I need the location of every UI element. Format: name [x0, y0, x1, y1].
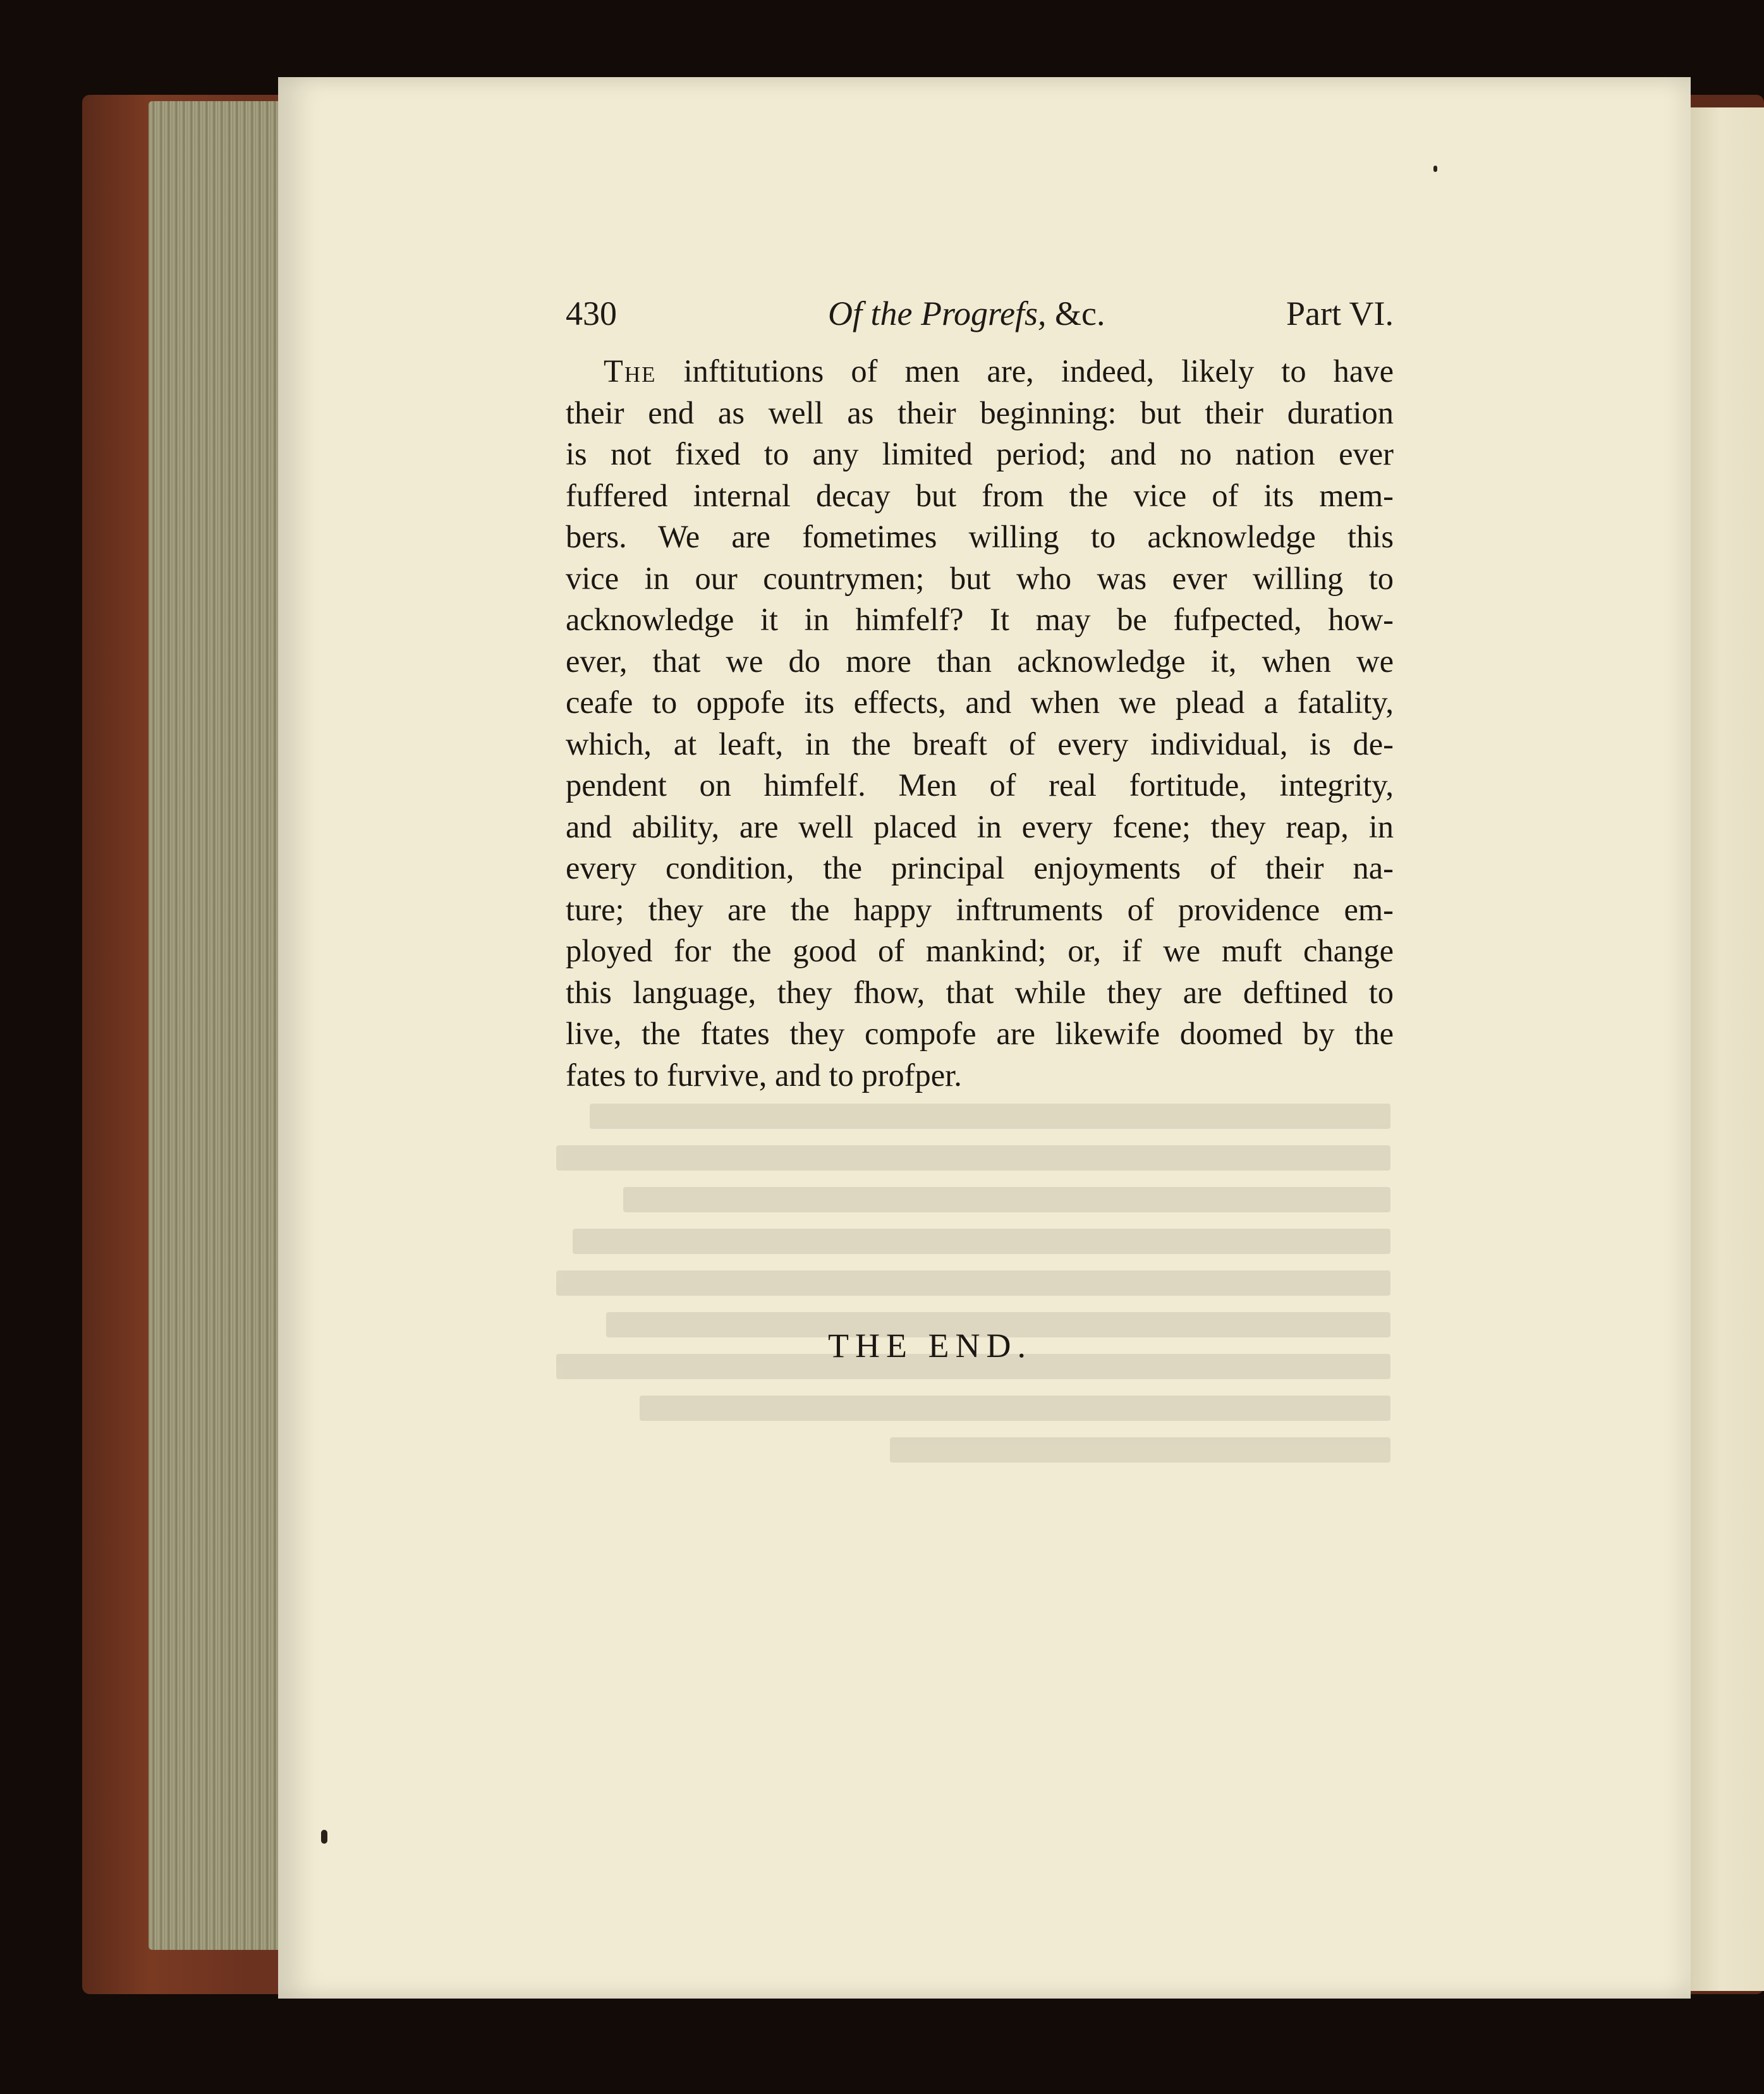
text-line: live, the ftates they compofe are likewife doomed by the — [566, 1016, 1394, 1051]
part-label: Part VI. — [1286, 295, 1394, 332]
text-line: their end as well as their beginning: but their duration — [566, 394, 1394, 430]
lead-word: The — [604, 353, 657, 389]
page-edges — [149, 101, 284, 1950]
text-line: ceafe to oppofe its effects, and when we plead a fatality, — [566, 685, 1394, 720]
facing-page — [1691, 107, 1764, 1991]
text-line: ployed for the good of mankind; or, if we muft change — [566, 933, 1394, 968]
text-line: which, at leaft, in the breaft of every individual, is de- — [566, 726, 1394, 762]
text-line: and ability, are well placed in every fcene; they reap, in — [566, 808, 1394, 844]
text-line: is not fixed to any limited period; and no nation ever — [566, 436, 1394, 472]
page-number: 430 — [566, 295, 617, 332]
text-line: this language, they fhow, that while they are deftined to — [566, 974, 1394, 1010]
body-paragraph — [566, 351, 1394, 1096]
running-title-suffix: &c. — [1054, 295, 1105, 332]
text-line: ever, that we do more than acknowledge it, when we — [566, 643, 1394, 679]
text-line: pendent on himfelf. Men of real fortitude, integrity, — [566, 767, 1394, 803]
ink-speck — [1433, 166, 1437, 172]
ink-speck — [321, 1830, 327, 1844]
the-end-heading: THE END. — [828, 1327, 1032, 1365]
text-line: fates to furvive, and to profper. — [566, 1057, 962, 1093]
line-text: inftitutions of men are, indeed, likely to have — [656, 353, 1394, 389]
text-line: acknowledge it in himfelf? It may be fufpected, how- — [566, 602, 1394, 637]
text-line: fuffered internal decay but from the vice of its mem- — [566, 477, 1394, 513]
running-title-text: Of the Progrefs, — [828, 295, 1047, 332]
text-line: vice in our countrymen; but who was ever willing to — [566, 560, 1394, 596]
text-line: ture; they are the happy inftruments of providence em- — [566, 891, 1394, 927]
running-title — [828, 294, 1105, 333]
running-header — [566, 288, 1394, 338]
text-line — [566, 351, 1394, 393]
text-line: every condition, the principal enjoyments of their na- — [566, 850, 1394, 886]
text-line: bers. We are fometimes willing to acknowledge this — [566, 519, 1394, 554]
